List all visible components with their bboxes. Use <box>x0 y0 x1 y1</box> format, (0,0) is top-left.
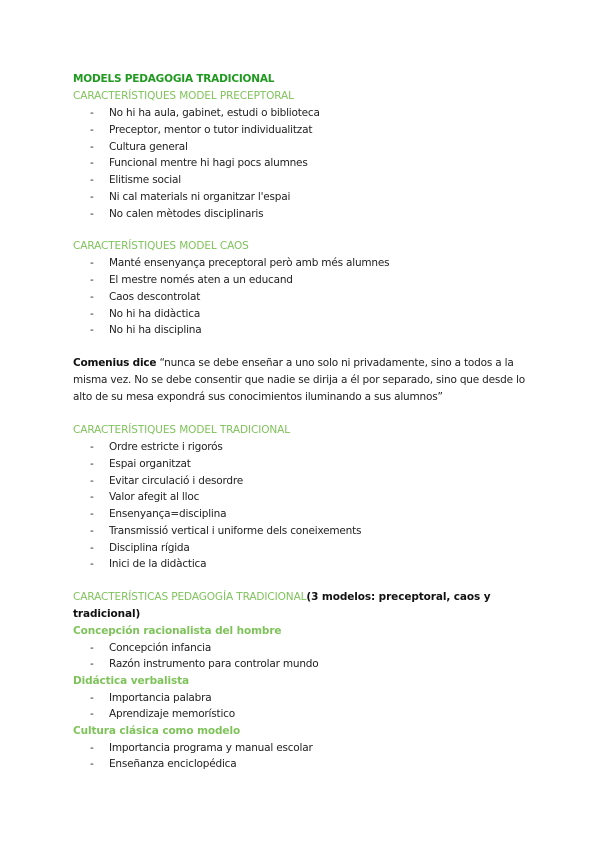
list-item <box>73 656 543 673</box>
bullet-dash: - <box>90 123 94 136</box>
caos-heading: CARACTERÍSTIQUES MODEL CAOS <box>73 240 249 253</box>
list-item <box>73 690 543 707</box>
caos-list <box>73 255 543 339</box>
list-item-text: El mestre només aten a un educand <box>109 274 293 286</box>
bullet-dash: - <box>90 508 94 520</box>
list-item <box>73 322 543 339</box>
list-item-text: Funcional mentre hi hagi pocs alumnes <box>109 157 308 170</box>
list-item-text: Manté ensenyança preceptoral però amb més alumnes <box>109 257 390 270</box>
preceptor-list <box>73 105 543 222</box>
list-item <box>73 506 543 523</box>
list-item-text: Enseñanza enciclopédica <box>109 758 237 771</box>
bullet-dash: - <box>90 658 94 671</box>
bullet-dash: - <box>90 157 94 170</box>
section-title: Cultura clásica como modelo <box>73 725 241 737</box>
list-item-text: Razón instrumento para controlar mundo <box>109 658 319 671</box>
bullet-dash: - <box>90 457 94 470</box>
tradicional-heading: CARACTERÍSTIQUES MODEL TRADICIONAL <box>73 424 290 436</box>
list-item <box>73 439 543 456</box>
list-item <box>73 306 543 323</box>
document-page <box>73 71 543 773</box>
bullet-dash: - <box>90 441 94 453</box>
bullet-dash: - <box>90 274 94 286</box>
list-item-text: Caos descontrolat <box>109 290 201 303</box>
list-item-text: No hi ha disciplina <box>109 324 202 337</box>
list-item <box>73 706 543 723</box>
list-item <box>73 272 543 289</box>
list-item-text: Cultura general <box>109 140 188 153</box>
list-item <box>73 289 543 306</box>
bullet-dash: - <box>90 290 94 303</box>
list-item <box>73 255 543 272</box>
list-item-text: No hi ha didàctica <box>109 307 201 320</box>
list-item-text: Ordre estricte i rigorós <box>109 441 223 453</box>
list-item <box>73 189 543 206</box>
bullet-dash: - <box>90 174 94 186</box>
list-item-text: Aprendizaje memorístico <box>109 708 235 721</box>
list-item-text: Espai organitzat <box>109 457 191 470</box>
list-item-text: Importancia palabra <box>109 691 212 704</box>
list-item <box>73 540 543 557</box>
section-title: Concepción racionalista del hombre <box>73 625 282 637</box>
list-item-text: No hi ha aula, gabinet, estudi o biblioteca <box>109 107 320 119</box>
pedagogia-heading <box>73 589 543 623</box>
comenius-text: “nunca se debe enseñar a uno solo ni privadamente, sino a todos a la misma vez. No se debe consentir que nadie se dirija a él por separado, sino que desde lo alto de su mesa expondrá sus conocimientos iluminando a sus alumnos” <box>73 357 525 403</box>
list-item <box>73 756 543 773</box>
bullet-dash: - <box>90 257 94 270</box>
list-item-text: Transmissió vertical i uniforme dels coneixements <box>109 524 362 537</box>
bullet-dash: - <box>90 107 94 119</box>
list-item <box>73 155 543 172</box>
list-item-text: Ensenyança=disciplina <box>109 508 227 520</box>
list-item <box>73 556 543 573</box>
bullet-dash: - <box>90 691 94 704</box>
section-list <box>73 690 543 724</box>
list-item <box>73 523 543 540</box>
list-item-text: Preceptor, mentor o tutor individualitzat <box>109 123 313 136</box>
bullet-dash: - <box>90 708 94 721</box>
bullet-dash: - <box>90 474 94 487</box>
bullet-dash: - <box>90 207 94 220</box>
bullet-dash: - <box>90 558 94 571</box>
section-list <box>73 640 543 674</box>
bullet-dash: - <box>90 641 94 654</box>
list-item <box>73 206 543 223</box>
bullet-dash: - <box>90 140 94 153</box>
list-item-text: Importancia programa y manual escolar <box>109 741 313 754</box>
bullet-dash: - <box>90 541 94 554</box>
list-item-text: Evitar circulació i desordre <box>109 474 243 487</box>
bullet-dash: - <box>90 758 94 771</box>
list-item-text: Ni cal materials ni organitzar l'espai <box>109 190 291 203</box>
list-item <box>73 172 543 189</box>
list-item <box>73 473 543 490</box>
section-list <box>73 740 543 774</box>
comenius-quote <box>73 355 533 406</box>
pedagogia-heading-text: CARACTERÍSTICAS PEDAGOGÍA TRADICIONAL <box>73 591 307 603</box>
bullet-dash: - <box>90 324 94 337</box>
comenius-author: Comenius dice <box>73 357 157 369</box>
list-item <box>73 740 543 757</box>
bullet-dash: - <box>90 307 94 320</box>
bullet-dash: - <box>90 491 94 504</box>
list-item-text: No calen mètodes disciplinaris <box>109 207 264 220</box>
list-item <box>73 105 543 122</box>
list-item <box>73 139 543 156</box>
section-title: Didáctica verbalista <box>73 675 190 687</box>
list-item-text: Inici de la didàctica <box>109 558 207 571</box>
document-title: MODELS PEDAGOGIA TRADICIONAL <box>73 73 275 85</box>
list-item-text: Elitisme social <box>109 174 181 186</box>
pedagogia-heading-note: (3 modelos: preceptoral, caos y tradicional) <box>73 591 491 620</box>
list-item-text: Concepción infancia <box>109 641 212 654</box>
bullet-dash: - <box>90 524 94 537</box>
bullet-dash: - <box>90 741 94 754</box>
list-item <box>73 122 543 139</box>
bullet-dash: - <box>90 190 94 203</box>
list-item-text: Disciplina rígida <box>109 541 190 554</box>
list-item-text: Valor afegit al lloc <box>109 491 200 504</box>
list-item <box>73 456 543 473</box>
tradicional-list <box>73 439 543 573</box>
list-item <box>73 489 543 506</box>
list-item <box>73 640 543 657</box>
preceptor-heading: CARACTERÍSTIQUES MODEL PRECEPTORAL <box>73 90 294 102</box>
